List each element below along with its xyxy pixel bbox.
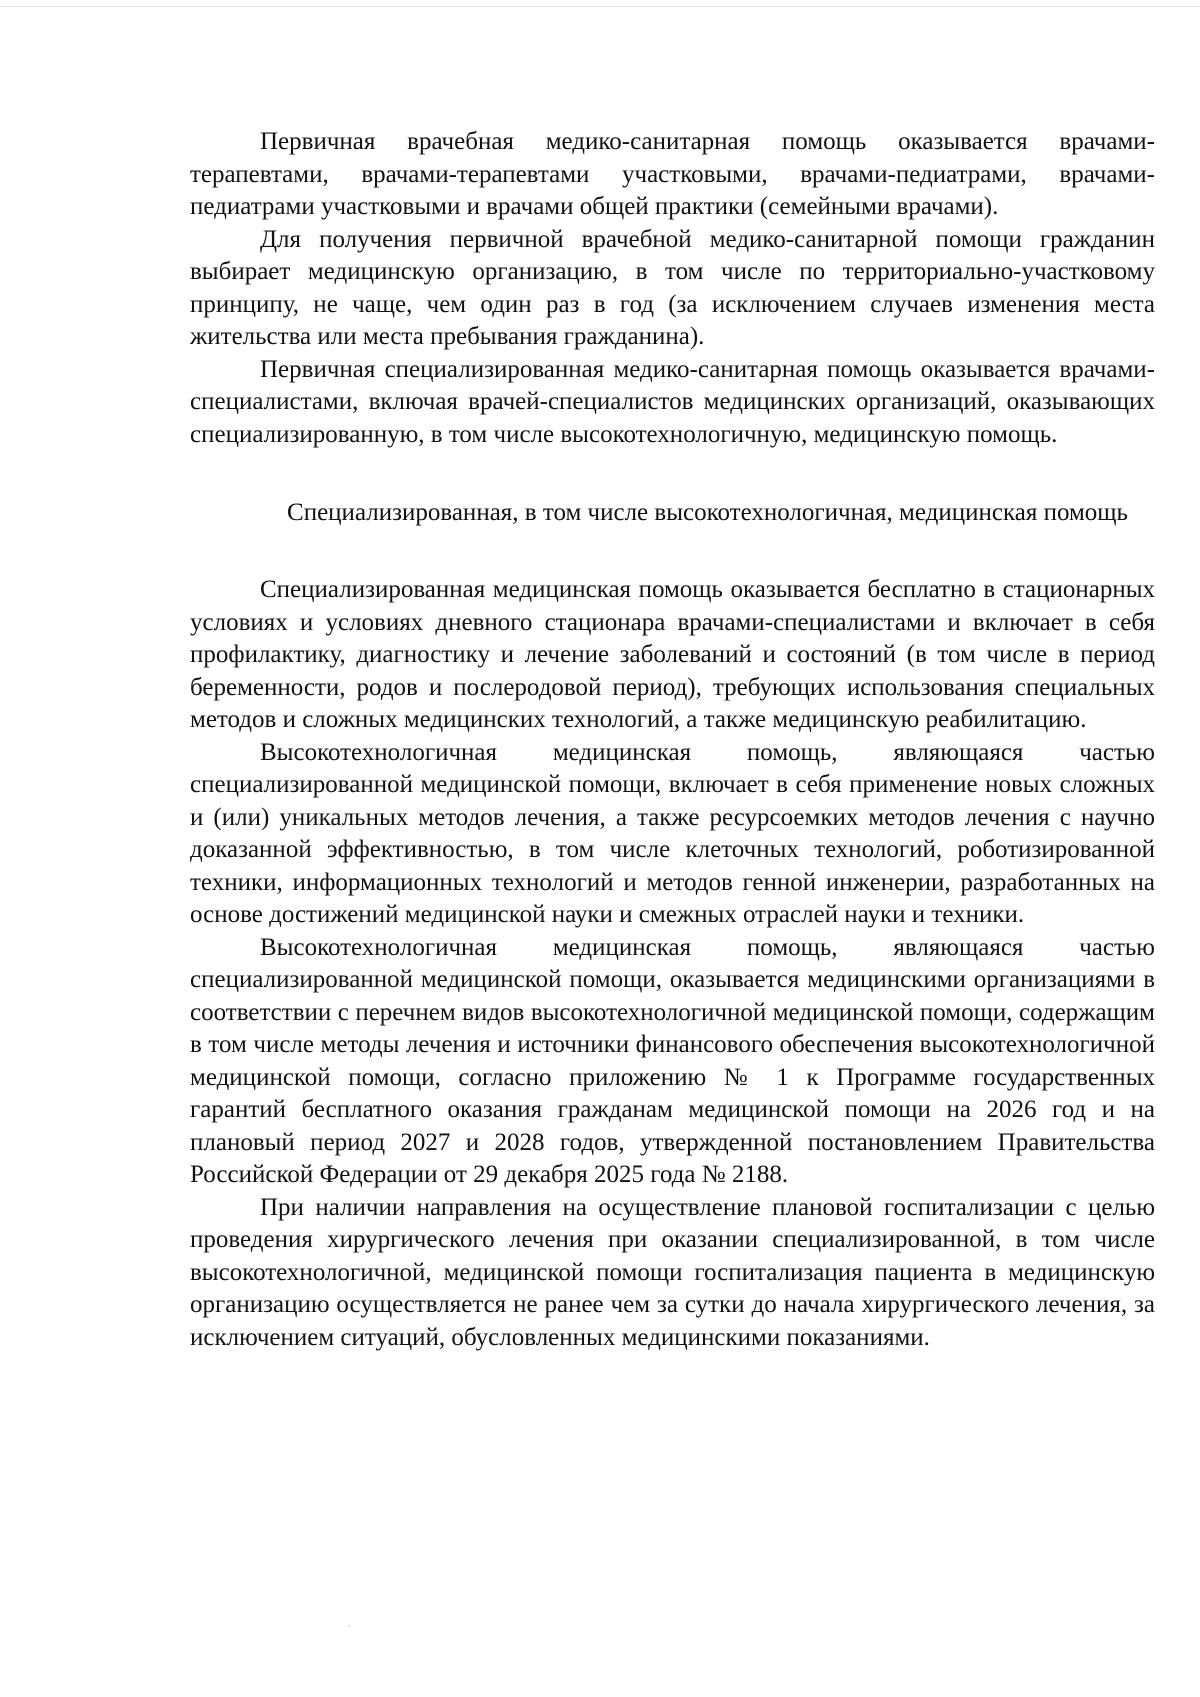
paragraph-primary-specialized-care: Первичная специализированная медико-санитарная помощь оказывается врачами-специалистами, включая врачей-специалистов медицинских организаций, оказывающих специализированную, в том числе высокотехнологичную, медицинскую помощь. [190, 355, 1155, 448]
paragraph-specialized-care: Специализированная медицинская помощь оказывается бесплатно в стационарных условиях и условиях дневного стационара врачами-специалистами и включает в себя профилактику, диагностику и лечение заболеваний и состояний (в том числе в период беременности, родов и послеродовой период), требующих использования специальных методов и сложных медицинских технологий, а также медицинскую реабилитацию. [190, 576, 1155, 733]
section-heading: Специализированная, в том числе высокотехнологичная, медицинская помощь [287, 499, 1128, 526]
page-top-edge [0, 6, 1200, 7]
document-body [190, 126, 1155, 1354]
paragraph-high-tech-care-provision: Высокотехнологичная медицинская помощь, являющаяся частью специализированной медицинской помощи, оказывается медицинскими организациями в соответствии с перечнем видов высокотехнологичной медицинской помощи, содержащим в том числе методы лечения и источники финансового обеспечения высокотехнологичной медицинской помощи, согласно приложению № 1 к Программе государственных гарантий бесплатного оказания гражданам медицинской помощи на 2026 год и на плановый период 2027 и 2028 годов, утвержденной постановлением Правительства Российской Федерации от 29 декабря 2025 года № 2188. [190, 933, 1155, 1188]
paragraph-choice-of-organization: Для получения первичной врачебной медико-санитарной помощи гражданин выбирает медицинскую организацию, в том числе по территориально-участковому принципу, не чаще, чем один раз в год (за исключением случаев изменения места жительства или места пребывания гражданина). [190, 225, 1155, 350]
paragraph-high-tech-care-definition: Высокотехнологичная медицинская помощь, являющаяся частью специализированной медицинской помощи, включает в себя применение новых сложных и (или) уникальных методов лечения, а также ресурсоемких методов лечения с научно доказанной эффективностью, в том числе клеточных технологий, роботизированной техники, информационных технологий и методов генной инженерии, разработанных на основе достижений медицинской науки и смежных отраслей науки и техники. [190, 738, 1155, 928]
scan-speck [348, 1625, 350, 1627]
paragraph-primary-care-doctors: Первичная врачебная медико-санитарная помощь оказывается врачами-терапевтами, врачами-терапевтами участковыми, врачами-педиатрами, врачами-педиатрами участковыми и врачами общей практики (семейными врачами). [190, 128, 1155, 220]
paragraph-planned-hospitalization: При наличии направления на осуществление плановой госпитализации с целью проведения хирургического лечения при оказании специализированной, в том числе высокотехнологичной, медицинской помощи госпитализация пациента в медицинскую организацию осуществляется не ранее чем за сутки до начала хирургического лечения, за исключением ситуаций, обусловленных медицинскими показаниями. [190, 1193, 1155, 1351]
